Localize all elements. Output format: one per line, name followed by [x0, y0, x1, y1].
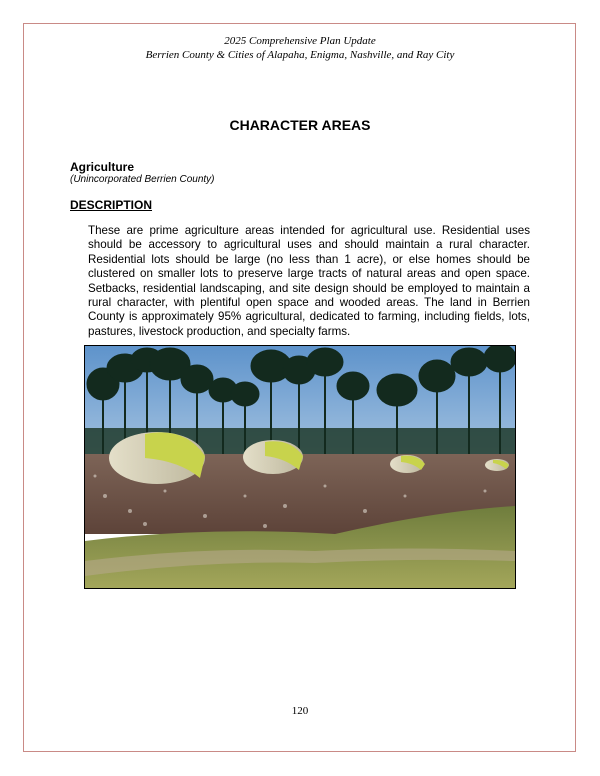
- page-header: [0, 34, 600, 62]
- section-subtitle: (Unincorporated Berrien County): [70, 174, 215, 185]
- page-title: CHARACTER AREAS: [229, 117, 371, 133]
- cotton-field-photo: [84, 345, 516, 589]
- description-heading: DESCRIPTION: [70, 198, 153, 212]
- description-body: These are prime agriculture areas intended for agricultural use. Residential uses should be accessory to agricultural uses and should maintain a rural character. Residential lots should be large (no less than 1 acre), or else homes should be clustered on smaller lots to preserve large tracts of natural areas and open space. Setbacks, residential landscaping, and site design should be employed to maintain a rural character, with plentiful open space and wooded areas. The land in Berrien County is approximately 95% agricultural, dedicated to farming, including fields, lots, pastures, livestock production, and specialty farms.: [88, 224, 530, 338]
- photo-illustration: [85, 346, 515, 588]
- page-number: 120: [291, 705, 309, 717]
- section-name: Agriculture: [70, 160, 135, 174]
- header-line-1: 2025 Comprehensive Plan Update: [224, 35, 376, 47]
- header-line-2: Berrien County & Cities of Alapaha, Enigma, Nashville, and Ray City: [145, 49, 455, 61]
